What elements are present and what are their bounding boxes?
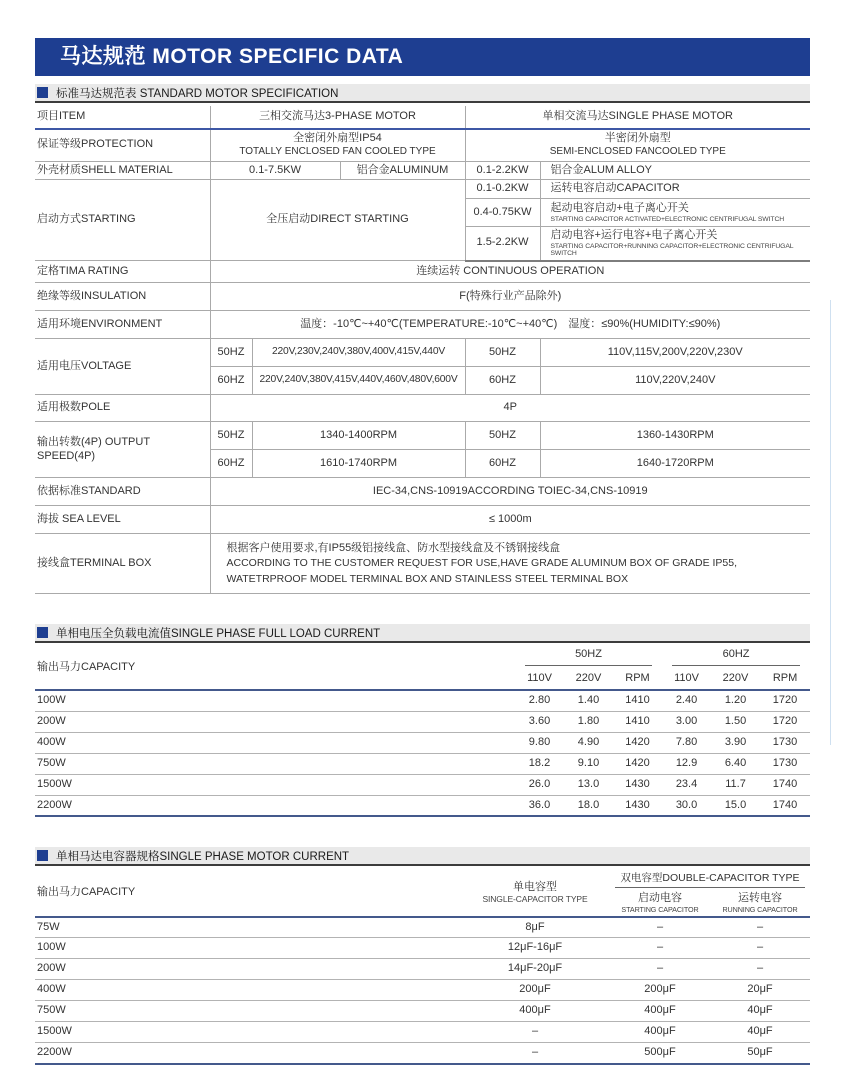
freq-group-60hz	[662, 646, 810, 668]
row-label: 依据标准STANDARD	[35, 478, 210, 506]
starting-capacitor-cn: 启动电容	[638, 892, 682, 905]
sea-level-value: ≤ 1000m	[210, 506, 810, 534]
value-cell: 18.0	[564, 795, 613, 816]
value-cell: 2.40	[662, 690, 711, 711]
row-label: 外壳材质SHELL MATERIAL	[35, 161, 210, 180]
voltage-hz: 50HZ	[465, 339, 540, 367]
starting-capacitor-header	[610, 890, 710, 917]
capacity-cell: 1500W	[35, 774, 515, 795]
section-heading: 标准马达规范表 STANDARD MOTOR SPECIFICATION	[56, 87, 339, 100]
speed-hz: 50HZ	[465, 422, 540, 450]
protection-sp-en: SEMI-ENCLOSED FANCOOLED TYPE	[549, 145, 726, 157]
capacity-cell: 100W	[35, 690, 515, 711]
table-row	[35, 753, 810, 774]
value-cell: 3.90	[711, 732, 760, 753]
table-row	[35, 774, 810, 795]
starting-desc-cn: 启动电容+运行电容+电子离心开关	[550, 229, 718, 241]
value-cell: 1430	[613, 774, 662, 795]
starting-desc-en: STARTING CAPACITOR+RUNNING CAPACITOR+ELECTRONIC CENTRIFUGAL SWITCH	[550, 242, 794, 258]
row-label: 适用极数POLE	[35, 395, 210, 422]
section-bullet-icon	[37, 87, 48, 98]
value-cell: 36.0	[515, 795, 564, 816]
voltage-tp-values: 220V,230V,240V,380V,400V,415V,440V	[252, 339, 465, 367]
section-heading: 单相电压全负载电流值SINGLE PHASE FULL LOAD CURRENT	[56, 627, 381, 640]
value-cell: 30.0	[662, 795, 711, 816]
running-cap-cell: 40μF	[710, 1001, 810, 1022]
value-cell: 12.9	[662, 753, 711, 774]
table-row	[35, 1043, 810, 1064]
sub-header: 220V	[711, 668, 760, 690]
capacitor-spec-table	[35, 869, 810, 1065]
starting-cap-cell: 500μF	[610, 1043, 710, 1064]
row-label: 海拔 SEA LEVEL	[35, 506, 210, 534]
table-row	[35, 959, 810, 980]
shell-sp-material: 铝合金ALUM ALLOY	[540, 161, 810, 180]
capacity-cell: 750W	[35, 1001, 460, 1022]
protection-tp-cn: 全密闭外扇型IP54	[293, 132, 382, 145]
section-bullet-icon	[37, 850, 48, 861]
capacity-cell: 200W	[35, 711, 515, 732]
starting-desc	[540, 199, 810, 227]
capacity-cell: 750W	[35, 753, 515, 774]
row-label: 启动方式STARTING	[35, 180, 210, 261]
value-cell: 11.7	[711, 774, 760, 795]
value-cell: 1720	[760, 690, 810, 711]
table-row	[35, 917, 810, 938]
capacity-cell: 75W	[35, 917, 460, 938]
starting-cap-cell: –	[610, 938, 710, 959]
page-title: 马达规范 MOTOR SPECIFIC DATA	[35, 38, 810, 76]
value-cell: 1740	[760, 795, 810, 816]
sub-header: RPM	[613, 668, 662, 690]
starting-desc: 运转电容启动CAPACITOR	[540, 180, 810, 199]
terminal-line-en1: ACCORDING TO THE CUSTOMER REQUEST FOR USE,HAVE GRADE ALUMINUM BOX OF GRADE IP55,	[226, 557, 738, 570]
value-cell: 9.10	[564, 753, 613, 774]
standard-value: IEC-34,CNS-10919ACCORDING TOIEC-34,CNS-10919	[210, 478, 810, 506]
voltage-hz: 60HZ	[465, 367, 540, 395]
value-cell: 26.0	[515, 774, 564, 795]
row-label: 适用电压VOLTAGE	[35, 339, 210, 395]
value-cell: 1720	[760, 711, 810, 732]
protection-sp-cn: 半密闭外扇型	[604, 132, 671, 145]
value-cell: 1740	[760, 774, 810, 795]
value-cell: 1.40	[564, 690, 613, 711]
single-capacitor-cn: 单电容型	[513, 880, 557, 893]
table-row	[35, 711, 810, 732]
starting-cap-cell: –	[610, 917, 710, 938]
full-load-current-table	[35, 646, 810, 817]
value-cell: 1410	[613, 711, 662, 732]
environment-value: 温度：-10℃~+40℃(TEMPERATURE:-10℃~+40℃) 湿度：≤90%(HUMIDITY:≤90%)	[210, 311, 810, 339]
row-label: 适用环境ENVIRONMENT	[35, 311, 210, 339]
value-cell: 18.2	[515, 753, 564, 774]
value-cell: 1730	[760, 732, 810, 753]
capacity-cell: 100W	[35, 938, 460, 959]
voltage-sp-values: 110V,115V,200V,220V,230V	[540, 339, 810, 367]
sub-header: RPM	[760, 668, 810, 690]
rating-value: 连续运转 CONTINUOUS OPERATION	[210, 261, 810, 283]
value-cell: 7.80	[662, 732, 711, 753]
shell-tp-material: 铝合金ALUMINUM	[340, 161, 465, 180]
freq-group-label: 50HZ	[525, 648, 652, 666]
value-cell: 1410	[613, 690, 662, 711]
double-capacitor-label: 双电容型DOUBLE-CAPACITOR TYPE	[615, 872, 805, 888]
running-cap-cell: 20μF	[710, 980, 810, 1001]
starting-range: 0.1-0.2KW	[465, 180, 540, 199]
terminal-box-value	[210, 534, 810, 594]
running-cap-cell: –	[710, 959, 810, 980]
speed-sp-value: 1360-1430RPM	[540, 422, 810, 450]
row-label: 输出转数(4P) OUTPUT SPEED(4P)	[35, 422, 210, 478]
value-cell: 13.0	[564, 774, 613, 795]
row-label: 保证等级PROTECTION	[35, 129, 210, 161]
single-cap-cell: 12μF-16μF	[460, 938, 610, 959]
table-row	[35, 938, 810, 959]
value-cell: 23.4	[662, 774, 711, 795]
voltage-hz: 50HZ	[210, 339, 252, 367]
terminal-line-en2: WATETRPROOF MODEL TERMINAL BOX AND STAINLESS STEEL TERMINAL BOX	[226, 572, 629, 585]
protection-single-phase-cell	[465, 129, 810, 161]
starting-desc-cn: 起动电容启动+电子离心开关	[550, 201, 689, 214]
col-header-single-phase: 单相交流马达SINGLE PHASE MOTOR	[465, 106, 810, 129]
starting-range: 1.5-2.2KW	[465, 227, 540, 261]
voltage-hz: 60HZ	[210, 367, 252, 395]
running-cap-cell: –	[710, 938, 810, 959]
single-cap-cell: 14μF-20μF	[460, 959, 610, 980]
value-cell: 3.60	[515, 711, 564, 732]
capacity-column-header: 输出马力CAPACITY	[35, 869, 460, 917]
capacity-cell: 200W	[35, 959, 460, 980]
value-cell: 1730	[760, 753, 810, 774]
value-cell: 9.80	[515, 732, 564, 753]
voltage-sp-values: 110V,220V,240V	[540, 367, 810, 395]
table-row	[35, 1022, 810, 1043]
section-header-capacitor	[35, 847, 810, 866]
table-row	[35, 795, 810, 816]
pole-value: 4P	[210, 395, 810, 422]
capacity-cell: 400W	[35, 732, 515, 753]
protection-tp-en: TOTALLY ENCLOSED FAN COOLED TYPE	[239, 145, 436, 157]
single-cap-cell: –	[460, 1022, 610, 1043]
single-cap-cell: 8μF	[460, 917, 610, 938]
single-capacitor-en: SINGLE-CAPACITOR TYPE	[482, 893, 588, 904]
capacity-cell: 1500W	[35, 1022, 460, 1043]
terminal-line-cn: 根据客户使用要求,有IP55级铝接线盒、防水型接线盒及不锈钢接线盒	[226, 541, 561, 554]
single-cap-cell: 400μF	[460, 1001, 610, 1022]
running-cap-cell: 40μF	[710, 1022, 810, 1043]
section-bullet-icon	[37, 627, 48, 638]
starting-cap-cell: –	[610, 959, 710, 980]
speed-sp-value: 1640-1720RPM	[540, 450, 810, 478]
starting-capacitor-en: STARTING CAPACITOR	[621, 904, 699, 914]
table-row	[35, 980, 810, 1001]
freq-group-50hz	[515, 646, 662, 668]
value-cell: 1420	[613, 753, 662, 774]
capacity-cell: 2200W	[35, 1043, 460, 1064]
value-cell: 3.00	[662, 711, 711, 732]
row-label: 定格TIMA RATING	[35, 261, 210, 283]
running-capacitor-cn: 运转电容	[738, 892, 782, 905]
starting-desc	[540, 227, 810, 261]
starting-range: 0.4-0.75KW	[465, 199, 540, 227]
col-header-three-phase: 三相交流马达3-PHASE MOTOR	[210, 106, 465, 129]
protection-three-phase-cell	[210, 129, 465, 161]
col-header-item: 项目ITEM	[35, 106, 210, 129]
page-content	[35, 38, 810, 1065]
speed-tp-value: 1610-1740RPM	[252, 450, 465, 478]
capacity-cell: 2200W	[35, 795, 515, 816]
insulation-value: F(特殊行业产品除外)	[210, 283, 810, 311]
value-cell: 1.50	[711, 711, 760, 732]
running-capacitor-header	[710, 890, 810, 917]
page-edge-line	[830, 300, 831, 745]
shell-sp-range: 0.1-2.2KW	[465, 161, 540, 180]
starting-cap-cell: 200μF	[610, 980, 710, 1001]
speed-hz: 60HZ	[210, 450, 252, 478]
value-cell: 15.0	[711, 795, 760, 816]
sub-header: 110V	[515, 668, 564, 690]
value-cell: 1.20	[711, 690, 760, 711]
table-row	[35, 1001, 810, 1022]
freq-group-label: 60HZ	[672, 648, 800, 666]
capacity-cell: 400W	[35, 980, 460, 1001]
running-cap-cell: 50μF	[710, 1043, 810, 1064]
single-capacitor-header	[460, 869, 610, 917]
speed-hz: 50HZ	[210, 422, 252, 450]
starting-desc-en: STARTING CAPACITOR ACTIVATED+ELECTRONIC CENTRIFUGAL SWITCH	[550, 215, 785, 223]
value-cell: 1430	[613, 795, 662, 816]
speed-tp-value: 1340-1400RPM	[252, 422, 465, 450]
starting-cap-cell: 400μF	[610, 1001, 710, 1022]
value-cell: 6.40	[711, 753, 760, 774]
value-cell: 2.80	[515, 690, 564, 711]
voltage-tp-values: 220V,240V,380V,415V,440V,460V,480V,600V	[252, 367, 465, 395]
sub-header: 110V	[662, 668, 711, 690]
starting-cap-cell: 400μF	[610, 1022, 710, 1043]
value-cell: 1.80	[564, 711, 613, 732]
running-cap-cell: –	[710, 917, 810, 938]
single-cap-cell: 200μF	[460, 980, 610, 1001]
table-row	[35, 732, 810, 753]
sub-header: 220V	[564, 668, 613, 690]
section-heading: 单相马达电容器规格SINGLE PHASE MOTOR CURRENT	[56, 850, 350, 863]
capacity-column-header: 输出马力CAPACITY	[35, 646, 515, 690]
single-cap-cell: –	[460, 1043, 610, 1064]
section-header-spec	[35, 84, 810, 103]
table-row	[35, 690, 810, 711]
double-capacitor-header	[610, 869, 810, 890]
running-capacitor-en: RUNNING CAPACITOR	[722, 904, 798, 914]
starting-method-cell: 全压启动DIRECT STARTING	[210, 180, 465, 261]
row-label: 绝缘等级INSULATION	[35, 283, 210, 311]
section-header-load	[35, 624, 810, 643]
row-label: 接线盒TERMINAL BOX	[35, 534, 210, 594]
value-cell: 4.90	[564, 732, 613, 753]
value-cell: 1420	[613, 732, 662, 753]
speed-hz: 60HZ	[465, 450, 540, 478]
shell-tp-range: 0.1-7.5KW	[210, 161, 340, 180]
standard-motor-spec-table	[35, 106, 810, 594]
